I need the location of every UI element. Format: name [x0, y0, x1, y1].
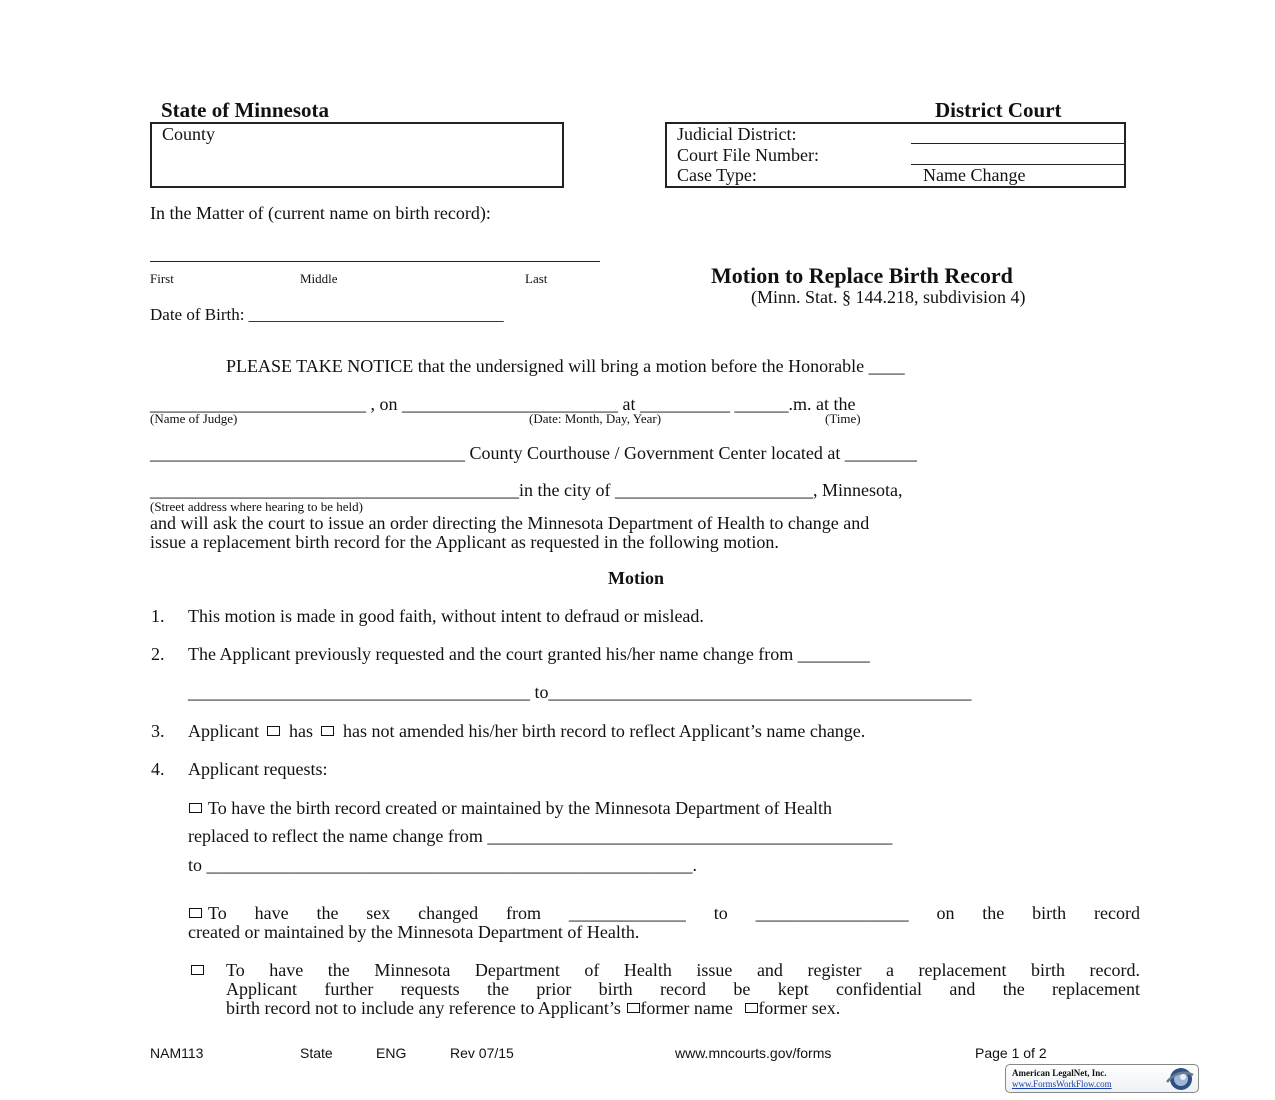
has-checkbox[interactable]	[267, 726, 280, 736]
footer-website[interactable]: www.mncourts.gov/forms	[675, 1045, 832, 1061]
item-3-line	[188, 721, 865, 742]
court-file-number-label: Court File Number:	[677, 145, 819, 165]
badge-company: American LegalNet, Inc.	[1012, 1068, 1107, 1078]
notice-line-4[interactable]: _________________________________________in the city of ______________________, Minnesota,	[150, 480, 903, 500]
item-3-text: has not amended his/her birth record to reflect Applicant’s name change.	[342, 721, 866, 741]
option-3-text-c1: birth record not to include any reference to Applicant’s	[226, 998, 621, 1018]
item-3-has: has	[288, 721, 313, 741]
option-3-former-sex: former sex.	[758, 998, 841, 1018]
first-caption: First	[150, 271, 174, 286]
motion-heading: Motion	[608, 568, 664, 588]
matter-label: In the Matter of (current name on birth record):	[150, 203, 491, 223]
footer-jurisdiction: State	[300, 1045, 333, 1061]
former-name-checkbox[interactable]	[627, 1003, 640, 1013]
option-2-line-a	[189, 903, 1140, 924]
option-2-text-b: created or maintained by the Minnesota Department of Health.	[188, 922, 640, 942]
item-1-number: 1.	[151, 606, 165, 626]
middle-caption: Middle	[300, 271, 338, 286]
former-sex-checkbox[interactable]	[745, 1003, 758, 1013]
current-name-field[interactable]	[150, 261, 600, 262]
date-of-birth-line[interactable]: Date of Birth: ______________________________	[150, 305, 504, 324]
legalnet-badge[interactable]	[1005, 1064, 1199, 1093]
notice-line-6: issue a replacement birth record for the Applicant as requested in the following motion.	[150, 532, 779, 552]
item-2-text-a[interactable]: The Applicant previously requested and the court granted his/her name change from ________	[188, 644, 870, 664]
notice-line-3[interactable]: ___________________________________ County Courthouse / Government Center located at ________	[150, 443, 917, 463]
notice-line-2[interactable]: ________________________ , on ________________________ at __________ ______.m. at the	[150, 394, 856, 414]
sex-change-checkbox[interactable]	[189, 908, 202, 918]
option-3-text-a: To have the Minnesota Department of Health issue and register a replacement birth record.	[226, 960, 1140, 980]
option-1-text-a: To have the birth record created or maintained by the Minnesota Department of Health	[208, 798, 833, 818]
item-4-number: 4.	[151, 759, 165, 779]
state-title: State of Minnesota	[161, 98, 329, 122]
case-type-value: Name Change	[923, 165, 1026, 185]
case-info-box	[665, 122, 1126, 188]
item-3-applicant: Applicant	[188, 721, 259, 741]
court-file-number-field[interactable]	[911, 164, 1124, 165]
document-subtitle: (Minn. Stat. § 144.218, subdivision 4)	[751, 287, 1026, 307]
county-label: County	[162, 124, 216, 144]
judicial-district-field[interactable]	[911, 143, 1124, 144]
option-1-text-c[interactable]: to ______________________________________________________.	[188, 855, 698, 875]
notice-line-5: and will ask the court to issue an order directing the Minnesota Department of Health to change and	[150, 513, 870, 533]
option-3-text-b: Applicant further requests the prior birth record be kept confidential and the replacement	[226, 979, 1140, 999]
badge-url[interactable]: www.FormsWorkFlow.com	[1012, 1079, 1112, 1089]
footer-page-number: Page 1 of 2	[975, 1045, 1047, 1061]
judge-caption: (Name of Judge)	[150, 411, 238, 426]
last-caption: Last	[525, 271, 548, 286]
item-1-text: This motion is made in good faith, without intent to defraud or mislead.	[188, 606, 704, 626]
globe-icon	[1163, 1066, 1195, 1091]
item-4-text: Applicant requests:	[188, 759, 328, 779]
court-title: District Court	[935, 98, 1062, 122]
street-caption: (Street address where hearing to be held)	[150, 499, 363, 514]
notice-line-1[interactable]: PLEASE TAKE NOTICE that the undersigned will bring a motion before the Honorable ____	[226, 356, 905, 376]
option-3-line-c	[226, 998, 840, 1019]
option-1-line-a	[189, 798, 832, 819]
option-3-former-name: former name	[640, 998, 733, 1018]
replacement-record-checkbox[interactable]	[191, 965, 204, 975]
footer-language: ENG	[376, 1045, 407, 1061]
option-1-text-b[interactable]: replaced to reflect the name change from _____________________________________________	[188, 826, 893, 846]
footer-revision: Rev 07/15	[450, 1045, 514, 1061]
has-not-checkbox[interactable]	[321, 726, 334, 736]
judicial-district-label: Judicial District:	[677, 124, 797, 144]
time-caption: (Time)	[825, 411, 861, 426]
item-2-text-b[interactable]: ______________________________________ to_______________________________________________	[188, 682, 972, 702]
item-3-number: 3.	[151, 721, 165, 741]
footer-form-id: NAM113	[150, 1045, 204, 1061]
replace-name-checkbox[interactable]	[189, 803, 202, 813]
document-title: Motion to Replace Birth Record	[711, 263, 1013, 288]
date-caption: (Date: Month, Day, Year)	[529, 411, 662, 426]
option-2-text-a[interactable]: To have the sex changed from _____________ to _________________ on the birth record	[208, 903, 1140, 923]
item-2-number: 2.	[151, 644, 165, 664]
case-type-label: Case Type:	[677, 165, 757, 185]
county-box[interactable]	[150, 122, 564, 188]
